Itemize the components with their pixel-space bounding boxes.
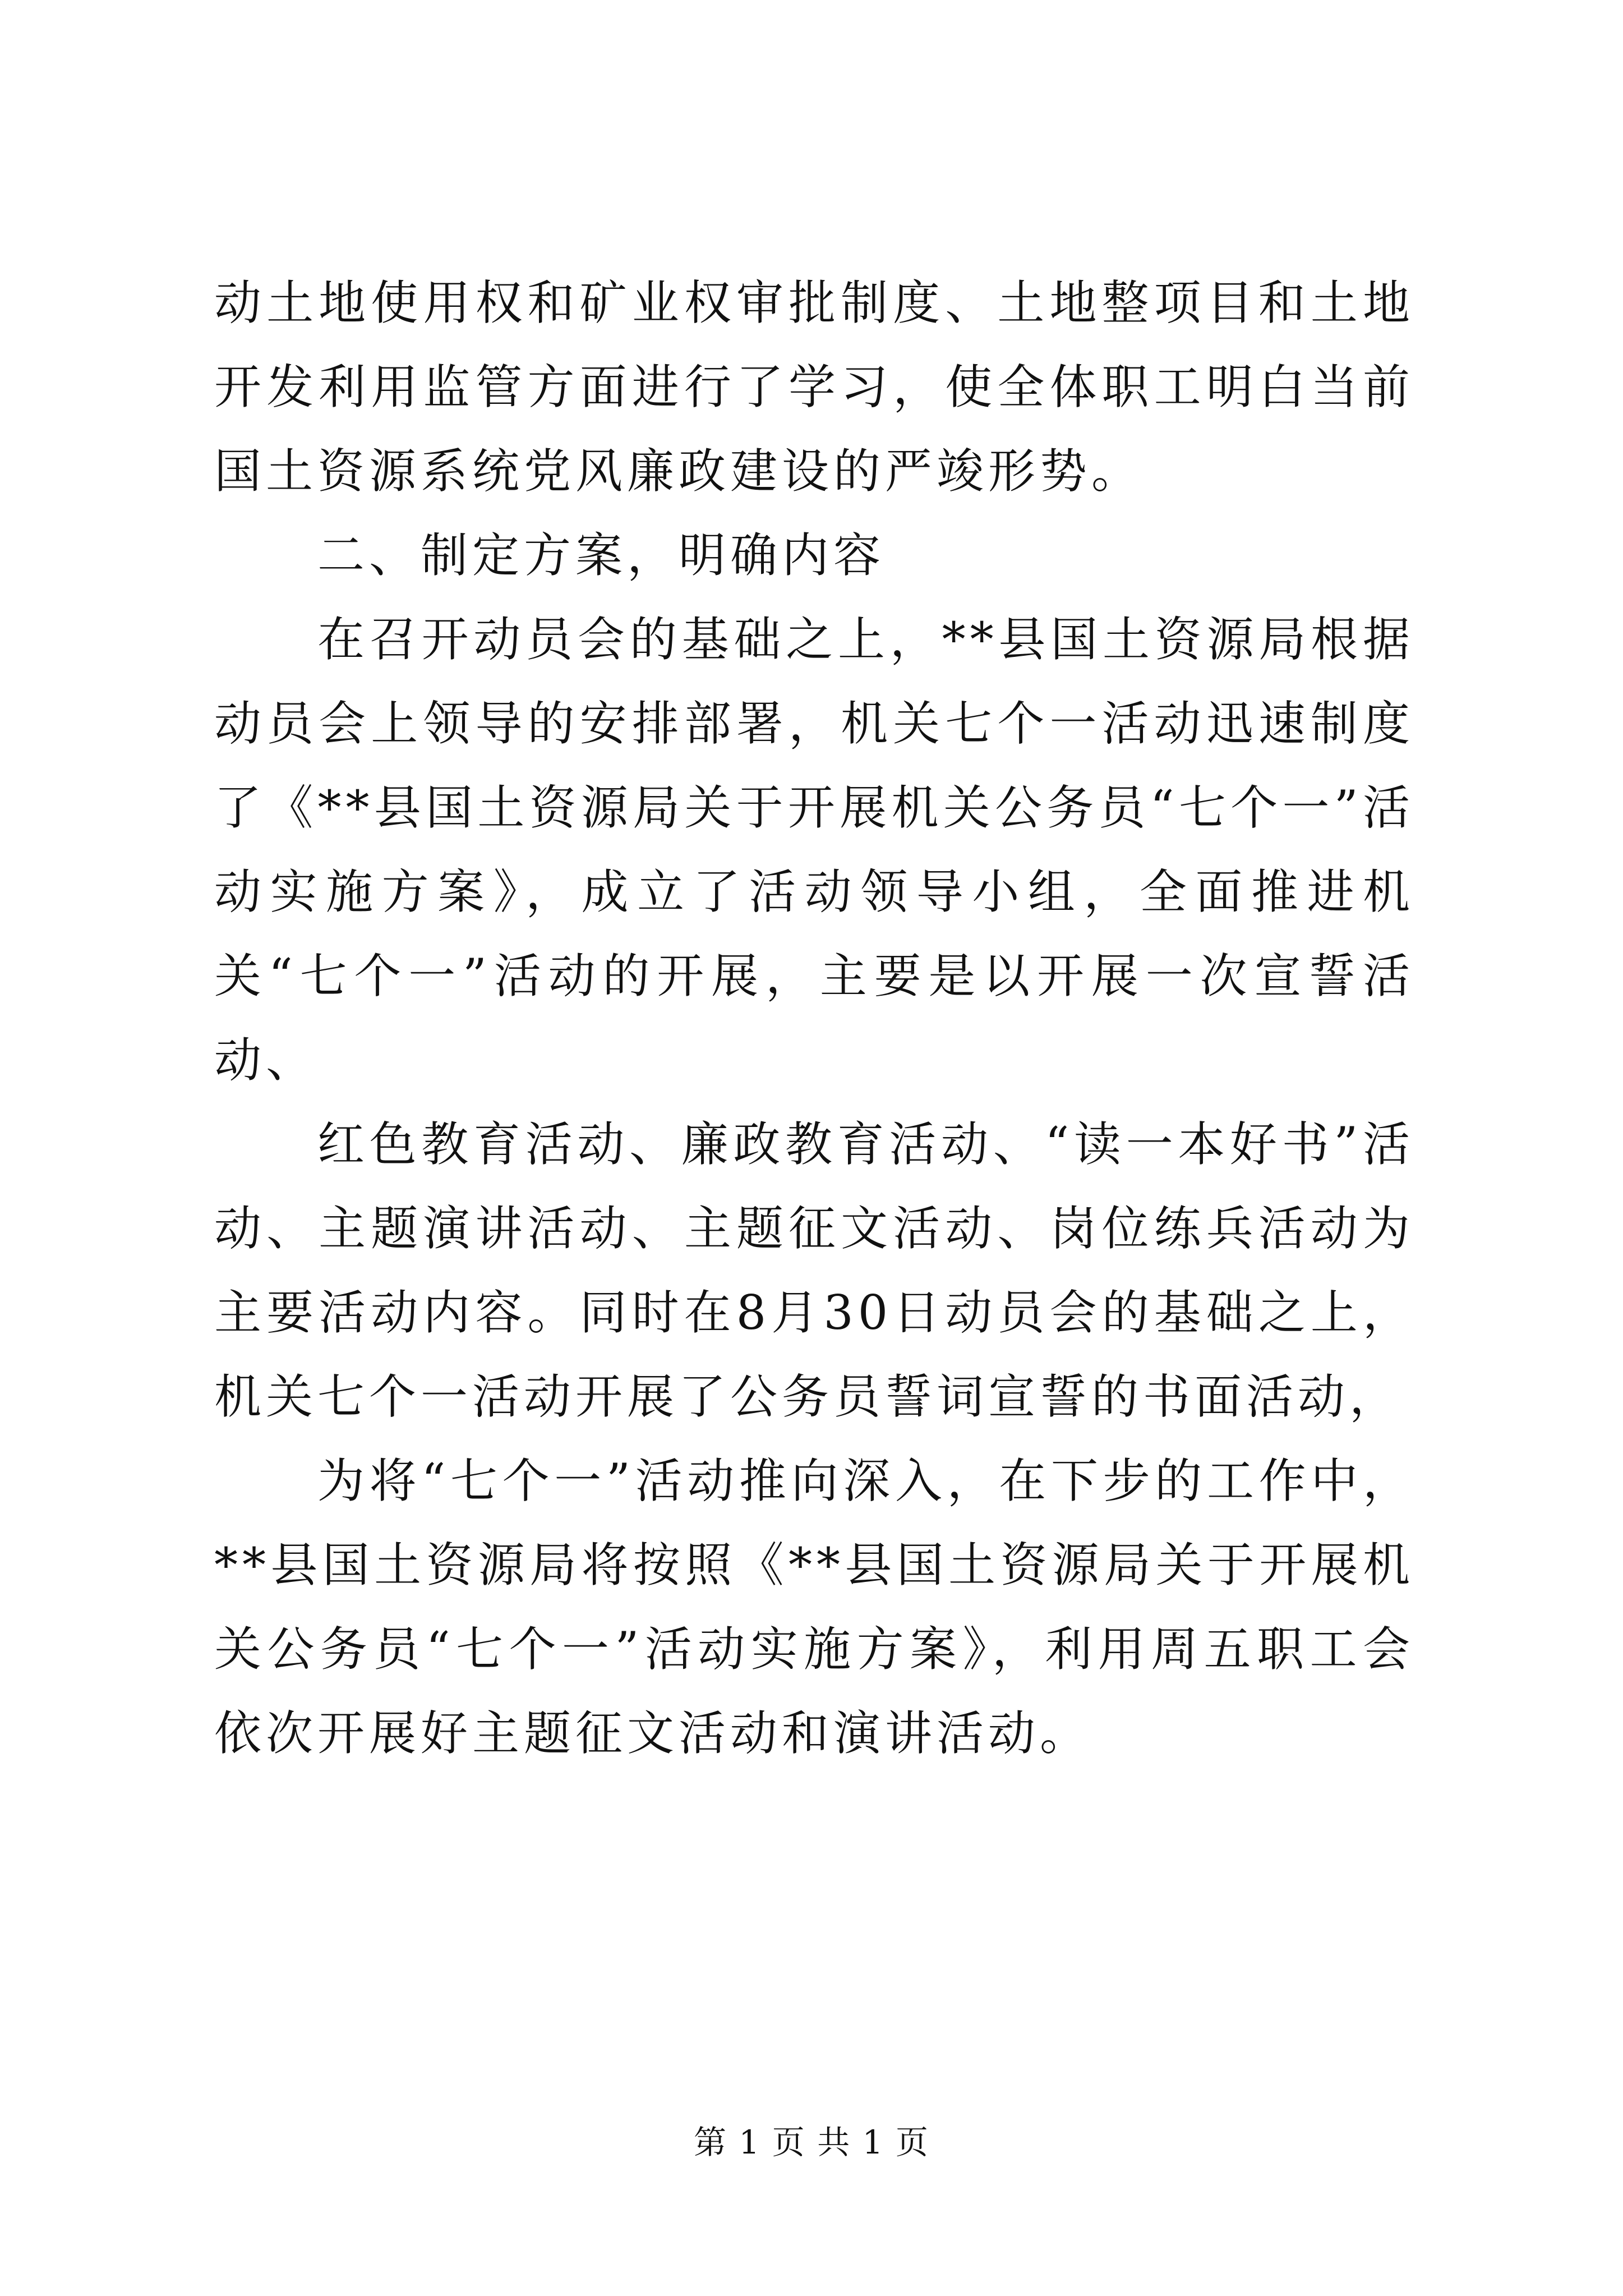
paragraph: 在召开动员会的基础之上，**县国土资源局根据动员会上领导的安排部署，机关七个一活动迅速制度了《**县国土资源局关于开展机关公务员“七个一”活动实施方案》，成立了活动领导小组，全面推进机关“七个一”活动的开展，主要是以开展一次宣誓活动、 xyxy=(214,612,1414,1088)
paragraph: 为将“七个一”活动推向深入，在下步的工作中，**县国土资源局将按照《**县国土资源局关于开展机关公务员“七个一”活动实施方案》，利用周五职工会依次开展好主题征文活动和演讲活动。 xyxy=(214,1453,1414,1761)
page-footer: 第 1 页 共 1 页 xyxy=(694,2123,929,2161)
document-body xyxy=(214,261,1414,1775)
section-heading: 二、制定方案，明确内容 xyxy=(317,528,886,583)
paragraph-continued: 动土地使用权和矿业权审批制度、土地整项目和土地开发利用监管方面进行了学习，使全体职工明白当前国土资源系统党风廉政建设的严竣形势。 xyxy=(214,275,1414,499)
paragraph: 红色教育活动、廉政教育活动、“读一本好书”活动、主题演讲活动、主题征文活动、岗位练兵活动为主要活动内容。同时在8月30日动员会的基础之上，机关七个一活动开展了公务员誓词宣誓的书面活动， xyxy=(214,1117,1414,1424)
